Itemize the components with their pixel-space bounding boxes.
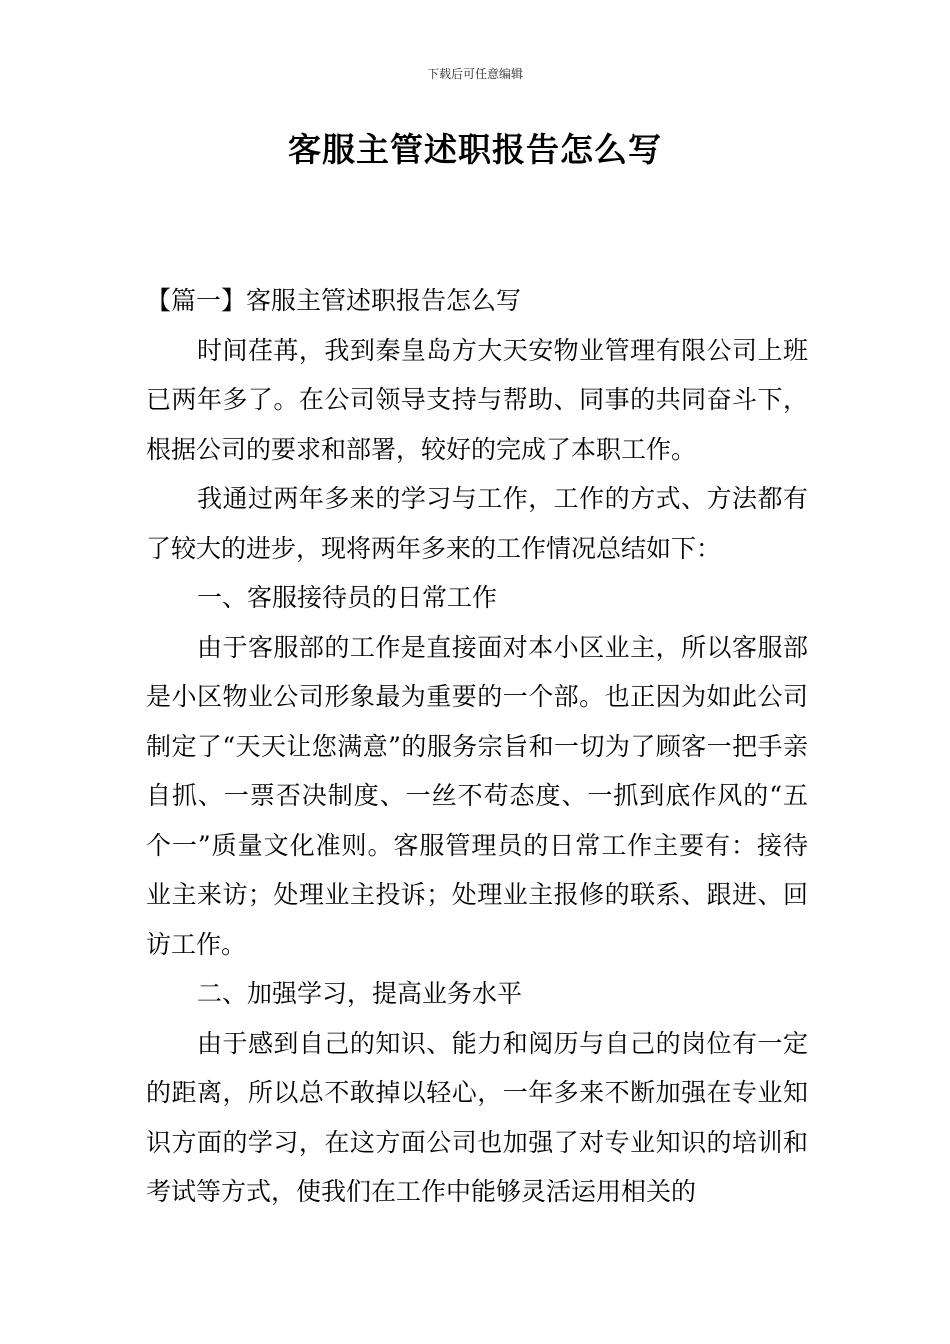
- subheading-daily-work: 一、客服接待员的日常工作: [197, 583, 498, 612]
- header-note: 下载后可任意编辑: [426, 67, 523, 81]
- paragraph-daily-work: 由于客服部的工作是直接面对本小区业主，所以客服部是小区物业公司形象最为重要的一个部。也正因为如此公司制定了“天天让您满意”的服务宗旨和一切为了顾客一把手亲自抓、一票否决制度、一丝不苟态度、一抓到底作风的“五个一”质量文化准则。客服管理员的日常工作主要有：接待业主来访；处理业主投诉；处理业主报修的联系、跟进、回访工作。: [146, 632, 808, 959]
- section-heading: 【篇一】客服主管述职报告怎么写: [146, 286, 522, 315]
- document-body: [146, 276, 808, 1217]
- paragraph-intro: 时间荏苒，我到秦皇岛方大天安物业管理有限公司上班已两年多了。在公司领导支持与帮助、同事的共同奋斗下，根据公司的要求和部署，较好的完成了本职工作。: [146, 335, 808, 464]
- document-title: 客服主管述职报告怎么写: [288, 130, 662, 169]
- paragraph-study: 由于感到自己的知识、能力和阅历与自己的岗位有一定的距离，所以总不敢掉以轻心，一年多来不断加强在专业知识方面的学习，在这方面公司也加强了对专业知识的培训和考试等方式，使我们在工作中能够灵活运用相关的: [146, 1028, 808, 1206]
- subheading-study: 二、加强学习，提高业务水平: [197, 979, 523, 1008]
- paragraph-summary: 我通过两年多来的学习与工作，工作的方式、方法都有了较大的进步，现将两年多来的工作情况总结如下：: [146, 484, 808, 563]
